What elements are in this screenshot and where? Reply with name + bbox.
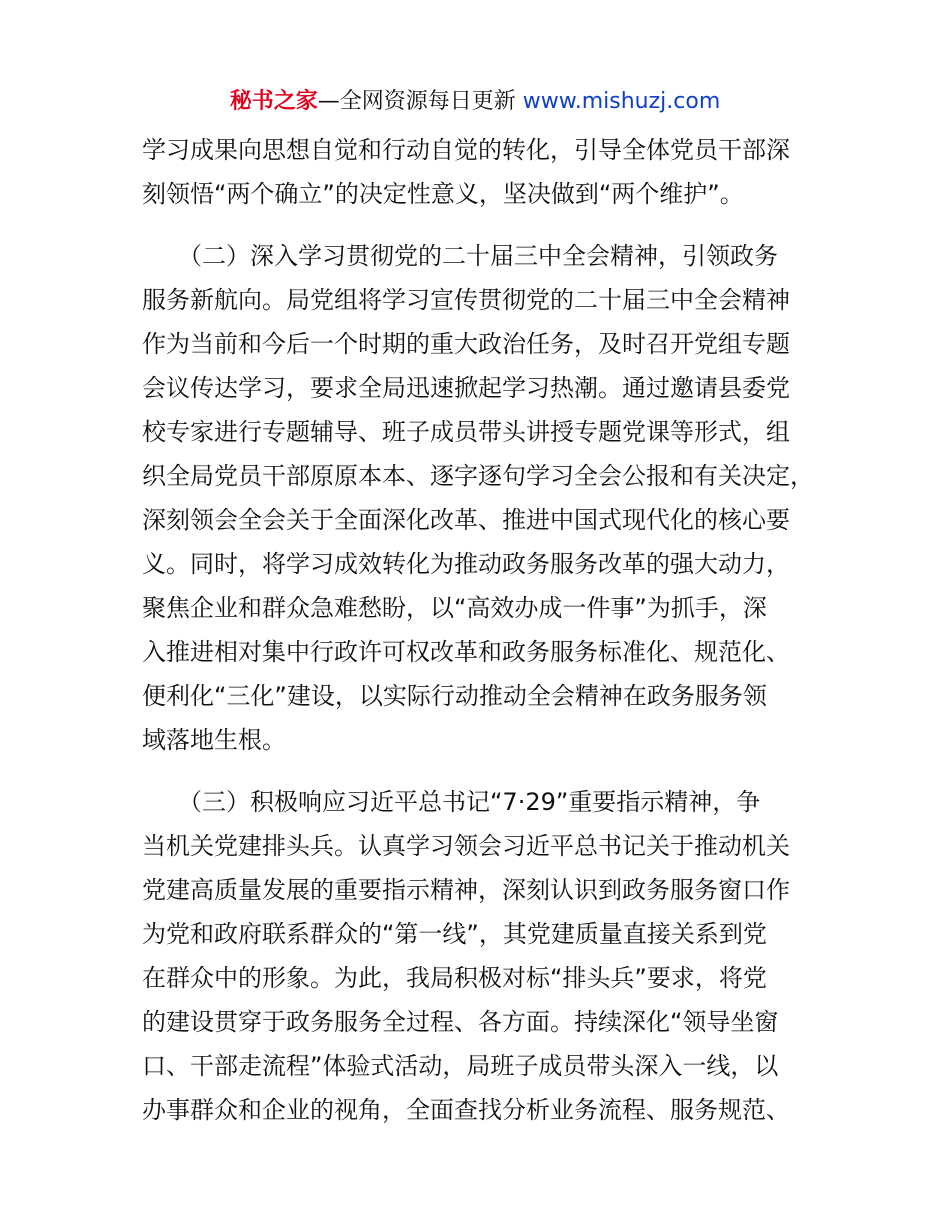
text-line: 作为当前和今后一个时期的重大政治任务，及时召开党组专题 xyxy=(142,330,790,358)
text-line: 刻领悟“两个确立”的决定性意义，坚决做到“两个维护”。 xyxy=(142,180,744,208)
paragraph-1 xyxy=(142,128,842,216)
text-line: （二）深入学习贯彻党的二十届三中全会精神，引领政务 xyxy=(142,242,778,270)
text-line: 当机关党建排头兵。认真学习领会习近平总书记关于推动机关 xyxy=(142,832,790,860)
text-line: 深刻领会全会关于全面深化改革、推进中国式现代化的核心要 xyxy=(142,506,790,534)
brand-name: 秘书之家 xyxy=(229,89,318,114)
text-line: 口、干部走流程”体验式活动，局班子成员带头深入一线，以 xyxy=(142,1052,779,1080)
text-line: 在群众中的形象。为此，我局积极对标“排头兵”要求，将党 xyxy=(142,964,767,992)
text-line: 校专家进行专题辅导、班子成员带头讲授专题党课等形式，组 xyxy=(142,418,790,446)
text-line: 聚焦企业和群众急难愁盼，以“高效办成一件事”为抓手，深 xyxy=(142,594,767,622)
text-line: 党建高质量发展的重要指示精神，深刻认识到政务服务窗口作 xyxy=(142,876,790,904)
header-url-link[interactable]: www.mishuzj.com xyxy=(522,89,721,114)
paragraph-2 xyxy=(142,234,842,762)
text-line: 办事群众和企业的视角，全面查找分析业务流程、服务规范、 xyxy=(142,1096,790,1124)
text-line: （三）积极响应习近平总书记“7·29”重要指示精神，争 xyxy=(142,788,761,816)
text-line: 学习成果向思想自觉和行动自觉的转化，引导全体党员干部深 xyxy=(142,136,790,164)
paragraph-3 xyxy=(142,780,842,1132)
text-line: 入推进相对集中行政许可权改革和政务服务标准化、规范化、 xyxy=(142,638,790,666)
text-line: 会议传达学习，要求全局迅速掀起学习热潮。通过邀请县委党 xyxy=(142,374,790,402)
page-header xyxy=(0,86,950,118)
text-line: 便利化“三化”建设，以实际行动推动全会精神在政务服务领 xyxy=(142,682,767,710)
text-line: 织全局党员干部原原本本、逐字逐句学习全会公报和有关决定， xyxy=(142,462,814,490)
text-line: 为党和政府联系群众的“第一线”，其党建质量直接关系到党 xyxy=(142,920,767,948)
document-body xyxy=(142,128,842,1132)
text-line: 服务新航向。局党组将学习宣传贯彻党的二十届三中全会精神 xyxy=(142,286,790,314)
header-tagline: —全网资源每日更新 xyxy=(317,89,523,114)
text-line: 的建设贯穿于政务服务全过程、各方面。持续深化“领导坐窗 xyxy=(142,1008,779,1036)
text-line: 义。同时，将学习成效转化为推动政务服务改革的强大动力， xyxy=(142,550,790,578)
text-line: 域落地生根。 xyxy=(142,726,286,754)
